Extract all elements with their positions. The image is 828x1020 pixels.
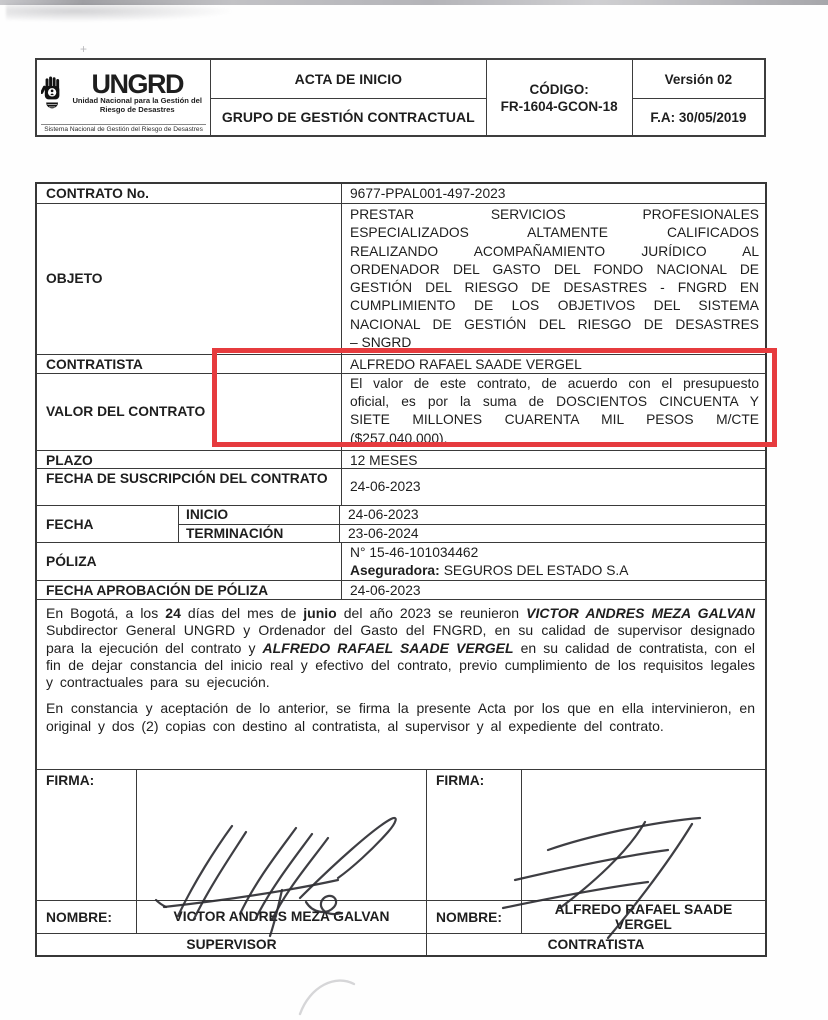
logo-name-text: Unidad Nacional para la Gestión del Riesgo de Desastres bbox=[72, 96, 202, 114]
objeto-label: OBJETO bbox=[37, 204, 342, 354]
table-row-valor bbox=[37, 373, 765, 450]
code-value: FR-1604-GCON-18 bbox=[500, 98, 618, 114]
p1-text: del año 2023 se reunieron bbox=[336, 605, 527, 621]
valor-label: VALOR DEL CONTRATO bbox=[37, 374, 342, 450]
inicio-label: INICIO bbox=[179, 506, 340, 524]
objeto-value bbox=[342, 204, 765, 354]
scan-artifact-plus-mark: + bbox=[80, 42, 88, 56]
supervisor-signature-area bbox=[137, 770, 426, 900]
terminacion-value: 23-06-2024 bbox=[348, 525, 419, 541]
contrato-label: CONTRATO No. bbox=[37, 184, 342, 203]
p1-text: días del mes de bbox=[180, 605, 304, 621]
aseguradora-label: Aseguradora: bbox=[350, 562, 440, 578]
poliza-label: PÓLIZA bbox=[37, 543, 342, 580]
body-paragraph-2: En constancia y aceptación de lo anterior, se firma la presente Acta por los que en ella intervinieron, en original y dos (2) copias con destino al contratista, al supervisor y al expediente del contrato. bbox=[46, 700, 755, 734]
table-row-poliza bbox=[37, 542, 765, 580]
name-row bbox=[37, 900, 765, 933]
contratista-signature-area bbox=[522, 770, 765, 900]
poliza-aseguradora bbox=[350, 562, 759, 580]
plazo-label: PLAZO bbox=[37, 451, 342, 468]
table-row-contrato bbox=[37, 184, 765, 203]
version-label: Versión 02 bbox=[633, 60, 764, 99]
contratista-role: CONTRATISTA bbox=[547, 937, 645, 952]
p1-text: En Bogotá, a los bbox=[46, 605, 166, 621]
objeto-line: GESTIÓN DEL RIESGO DE DESASTRES - FNGRD EN bbox=[350, 280, 759, 296]
suscripcion-value: 24-06-2023 bbox=[350, 479, 421, 495]
firma-label-supervisor: FIRMA: bbox=[37, 770, 137, 900]
poliza-numero: N° 15-46-101034462 bbox=[350, 544, 479, 560]
table-row-fecha bbox=[37, 505, 765, 542]
fa-date-label: F.A: 30/05/2019 bbox=[650, 109, 747, 125]
terminacion-label: TERMINACIÓN bbox=[179, 525, 340, 543]
objeto-line: ORDENADOR DEL GASTO DEL FONDO NACIONAL DE bbox=[350, 261, 759, 277]
objeto-line: – SNGRD bbox=[350, 335, 412, 351]
valor-line: ($257.040.000). bbox=[350, 430, 448, 446]
p1-text: Subdirector General UNGRD y Ordenador del Gasto del FNGRD, en su calidad de supervisor designado para la ejecución del contrato y bbox=[46, 622, 755, 656]
fecha-inicio-row bbox=[179, 506, 765, 524]
table-row-contratista bbox=[37, 354, 765, 373]
supervisor-name: VICTOR ANDRES MEZA GALVAN bbox=[173, 909, 390, 925]
table-row-aprobacion bbox=[37, 580, 765, 599]
suscripcion-label: FECHA DE SUSCRIPCIÓN DEL CONTRATO bbox=[37, 469, 342, 505]
objeto-line: REALIZANDO ACOMPAÑAMIENTO JURÍDICO AL bbox=[350, 243, 759, 259]
firma-label-contratista: FIRMA: bbox=[427, 770, 522, 900]
fecha-terminacion-row bbox=[179, 524, 765, 543]
ungrd-hand-icon bbox=[41, 67, 66, 119]
role-row bbox=[37, 933, 765, 955]
plazo-value: 12 MESES bbox=[350, 453, 418, 468]
objeto-line: CUMPLIMIENTO DE LOS OBJETIVOS DEL SISTEMA bbox=[350, 298, 759, 314]
document-code-cell bbox=[487, 60, 633, 135]
p1-supervisor-name: VICTOR ANDRES MEZA GALVAN bbox=[526, 605, 755, 621]
body-paragraph-1 bbox=[46, 605, 755, 691]
nombre-label-contratista: NOMBRE: bbox=[427, 901, 522, 933]
code-label: CÓDIGO: bbox=[529, 81, 589, 97]
valor-value bbox=[342, 374, 765, 450]
p1-contratista-name: ALFREDO RAFAEL SAADE VERGEL bbox=[262, 639, 514, 656]
scan-artifact-bottom-mark bbox=[292, 970, 362, 1020]
logo-acronym: UNGRD bbox=[91, 69, 183, 100]
objeto-line: NACIONAL DE GESTIÓN DEL RIESGO DE DESASTRES bbox=[350, 316, 759, 332]
signature-row bbox=[37, 769, 765, 900]
document-header-table bbox=[35, 58, 766, 137]
fecha-label: FECHA bbox=[37, 506, 179, 542]
contratista-value: ALFREDO RAFAEL SAADE VERGEL bbox=[350, 357, 582, 372]
objeto-line: ESPECIALIZADOS ALTAMENTE CALIFICADOS bbox=[350, 225, 759, 241]
inicio-value: 24-06-2023 bbox=[348, 507, 419, 523]
objeto-line: PRESTAR SERVICIOS PROFESIONALES bbox=[350, 207, 759, 222]
valor-line: oficial, es por la suma de DOSCIENTOS CINCUENTA Y bbox=[350, 394, 759, 410]
poliza-value bbox=[342, 543, 765, 580]
document-subtitle: GRUPO DE GESTIÓN CONTRACTUAL bbox=[221, 109, 475, 125]
document-title: ACTA DE INICIO bbox=[211, 60, 485, 99]
scan-artifact-smudge bbox=[6, 4, 236, 22]
aprobacion-label: FECHA APROBACIÓN DE PÓLIZA bbox=[37, 581, 342, 599]
valor-line: El valor de este contrato, de acuerdo con el presupuesto bbox=[350, 376, 759, 391]
ungrd-logo bbox=[37, 60, 211, 135]
supervisor-role: SUPERVISOR bbox=[37, 934, 427, 955]
logo-system-text: Sistema Nacional de Gestión del Riesgo de Desastres bbox=[41, 124, 206, 134]
table-row-suscripcion bbox=[37, 468, 765, 505]
aseguradora-value: SEGUROS DEL ESTADO S.A bbox=[443, 562, 629, 578]
p1-bold-day: 24 bbox=[165, 605, 181, 621]
p1-bold-month: junio bbox=[303, 605, 337, 621]
body-text-block bbox=[37, 599, 765, 769]
contract-table bbox=[35, 182, 767, 957]
table-row-objeto bbox=[37, 203, 765, 354]
p1-text: en su calidad de contratista, con el fin de dejar constancia del inicio real y efectivo del contrato, previo cumplimiento de los requisitos legales y contractuales para su ejecución. bbox=[46, 639, 755, 691]
valor-line: SIETE MILLONES CUARENTA MIL PESOS M/CTE bbox=[350, 412, 759, 428]
contratista-label: CONTRATISTA bbox=[37, 355, 342, 373]
nombre-label-supervisor: NOMBRE: bbox=[37, 901, 137, 933]
aprobacion-value: 24-06-2023 bbox=[350, 583, 421, 598]
contrato-value: 9677-PPAL001-497-2023 bbox=[350, 186, 506, 201]
contratista-name: ALFREDO RAFAEL SAADE VERGEL bbox=[554, 901, 733, 932]
table-row-plazo bbox=[37, 450, 765, 468]
